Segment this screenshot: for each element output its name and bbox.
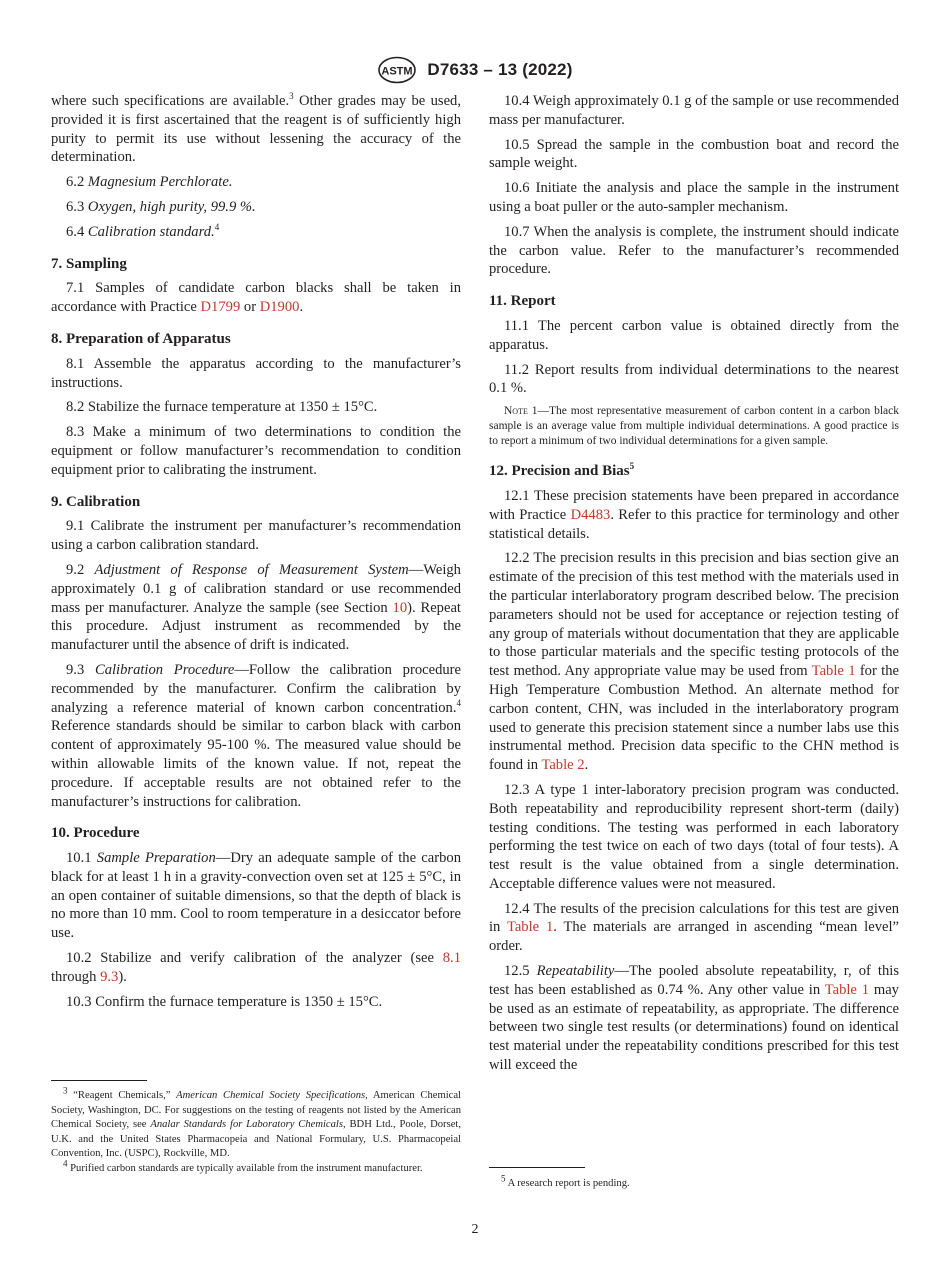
link-section-8-1[interactable]: 8.1 — [442, 950, 461, 967]
page-header — [0, 56, 950, 84]
section-10-6: 10.6 Initiate the analysis and place the sample in the instrument using a boat puller or the auto-sampler mechanism. — [489, 180, 899, 215]
heading-calibration: 9. Calibration — [51, 493, 141, 510]
section-9-1: 9.1 Calibrate the instrument per manufacturer’s recommendation using a carbon calibration standard. — [51, 518, 461, 554]
footnote-4: $^4$ Purified carbon standards are typically available from the instrument manufacturer. — [63, 1157, 423, 1174]
section-11-1: 11.1 The percent carbon value is obtained directly from the apparatus. — [489, 317, 899, 353]
paragraph-6-1-continued: where such specifications are available.$^3$ Other grades may be used, provided it is first ascertained that the reagent is of sufficiently high purity to permit its use without lessening the accuracy of the determination. — [51, 91, 461, 166]
footnote-ref-4[interactable]: 4 — [456, 697, 461, 708]
section-6-3: 6.3 Oxygen, high purity, 99.9 %. — [66, 198, 256, 215]
link-section-10[interactable]: 10 — [392, 599, 408, 616]
svg-text:ASTM: ASTM — [381, 65, 413, 78]
section-8-1: 8.1 Assemble the apparatus according to the manufacturer’s instructions. — [51, 355, 461, 391]
footnote-ref-5[interactable]: 5 — [629, 461, 635, 472]
note-1: Note 1—The most representative measurement of carbon content in a carbon black sample is an average value from multiple individual determinations. A good practice is to report a minimum of two individual determinations for a given sample. — [489, 405, 900, 448]
heading-preparation-of-apparatus: 8. Preparation of Apparatus — [51, 330, 231, 347]
section-6-2: 6.2 Magnesium Perchlorate. — [66, 174, 233, 191]
section-12-4: 12.4 The results of the precision calculations for this test are given in Table 1. The materials are arranged in ascending “mean level” order. — [489, 900, 899, 955]
section-8-3: 8.3 Make a minimum of two determinations to condition the equipment or follow manufacturer’s recommendation to condition equipment prior to calibrating the instrument. — [51, 424, 461, 478]
link-d1900[interactable]: D1900 — [259, 299, 300, 316]
section-12-1: 12.1 These precision statements have been prepared in accordance with Practice D4483. Refer to this practice for terminology and other statistical details. — [489, 487, 899, 542]
footnote-ref-3[interactable]: 3 — [289, 91, 294, 102]
link-table-2[interactable]: Table 2 — [541, 757, 585, 774]
document-designation: D7633 – 13 (2022) — [427, 60, 573, 79]
heading-report: 11. Report — [489, 293, 556, 310]
footnote-3: $^3$ “Reagent Chemicals,” American Chemical Society Specifications, American Chemical Society, Washington, DC. For suggestions on the testing of reagents not listed by the American Chemical Society, see Analar Standards for Laboratory Chemicals, BDH Ltd., Poole, Dorset, U.K. and the United States Pharmacopeia and National Formulary, U.S. Pharmacopeial Convention, Inc. (USPC), Rockville, MD. — [51, 1085, 461, 1159]
footnote-divider-right — [489, 1167, 585, 1168]
heading-sampling: 7. Sampling — [51, 255, 127, 272]
section-9-2: 9.2 Adjustment of Response of Measurement System—Weigh approximately 0.1 g of calibration standard or use recommended mass per manufacturer. Analyze the sample (see Section 10). Repeat this procedure. Adjust instrument as recommended by the manufacturer until the absence of drift is indicated. — [51, 561, 461, 654]
link-table-1[interactable]: Table 1 — [824, 981, 870, 998]
section-11-2: 11.2 Report results from individual determinations to the nearest 0.1 %. — [489, 361, 899, 397]
footnote-ref-4[interactable]: 4 — [214, 221, 220, 232]
link-section-9-3[interactable]: 9.3 — [100, 968, 119, 985]
footnote-divider-left — [51, 1080, 147, 1081]
section-12-2: 12.2 The precision results in this precision and bias section give an estimate of the precision of this test method with the materials used in the particular interlaboratory program described below. The precision parameters should not be used for acceptance or rejection testing of any group of materials without documentation that they are applicable to those particular materials and the specific testing protocols of the test method. Any appropriate value may be used from Table 1 for the High Temperature Combustion Method. An alternate method for carbon content, CHN, was included in the interlaboratory program used to generate this precision statement since a number labs use this instrumental method. Precision data specific to the CHN method is found in Table 2. — [489, 550, 899, 774]
section-10-5: 10.5 Spread the sample in the combustion boat and record the sample weight. — [489, 136, 899, 172]
section-8-2: 8.2 Stabilize the furnace temperature at 1350 ± 15°C. — [66, 399, 378, 416]
link-d1799[interactable]: D1799 — [200, 299, 241, 316]
section-9-3: 9.3 Calibration Procedure—Follow the calibration procedure recommended by the manufacturer. Confirm the calibration by analyzing a reference material of known carbon concentration.$^4$ Reference standards should be similar to carbon black with carbon content of approximately 95-100 %. The measured value should be within allowable limits of the known value. If not, repeat the procedure. If acceptable results are not obtained refer to the manufacturer’s instructions for calibration. — [51, 661, 462, 810]
section-12-3: 12.3 A type 1 inter-laboratory precision program was conducted. Both repeatability and reproducibility represent short-term (daily) testing conditions. The testing was performed in each laboratory performing the test twice on each of two days (total of four tests). A test result is the value obtained from a single determination. Acceptable difference values were not measured. — [489, 781, 899, 892]
astm-logo-icon — [377, 56, 417, 84]
section-12-5: 12.5 Repeatability—The pooled absolute repeatability, r, of this test has been established as 0.74 %. Any other value in Table 1 may be used as an estimate of repeatability, as appropriate. The difference between two single test results (or determinations) found on identical test material under the repeatability conditions prescribed for this test will exceed the — [489, 963, 899, 1074]
section-10-1: 10.1 Sample Preparation—Dry an adequate sample of the carbon black for at least 1 h in a gravity-convection oven set at 125 ± 5°C, in an open container of suitable dimensions, so that the depth of black is no more than 10 mm. Cool to room temperature in a desiccator before use. — [51, 850, 461, 942]
footnotes-right — [489, 1173, 899, 1192]
page-number: 2 — [471, 1222, 479, 1237]
footnote-5: $^5$ A research report is pending. — [501, 1173, 630, 1189]
link-table-1[interactable]: Table 1 — [506, 919, 554, 936]
left-column — [51, 92, 461, 1017]
section-6-4: 6.4 Calibration standard.$^4$ — [66, 221, 220, 240]
section-10-7: 10.7 When the analysis is complete, the instrument should indicate the carbon value. Refer to the manufacturer’s recommended procedure. — [489, 223, 899, 278]
section-7-1: 7.1 Samples of candidate carbon blacks shall be taken in accordance with Practice D1799 or D1900. — [51, 280, 461, 316]
footnotes-left — [51, 1085, 461, 1176]
section-10-3: 10.3 Confirm the furnace temperature is 1350 ± 15°C. — [66, 993, 383, 1010]
link-table-1[interactable]: Table 1 — [811, 663, 856, 680]
right-column — [489, 92, 899, 1081]
heading-procedure: 10. Procedure — [51, 825, 140, 842]
link-d4483[interactable]: D4483 — [570, 506, 611, 523]
heading-precision-and-bias: 12. Precision and Bias$^5$ — [489, 461, 635, 480]
section-10-2: 10.2 Stabilize and verify calibration of the analyzer (see 8.1 through 9.3). — [51, 950, 461, 985]
section-10-4: 10.4 Weigh approximately 0.1 g of the sample or use recommended mass per manufacturer. — [489, 93, 899, 128]
